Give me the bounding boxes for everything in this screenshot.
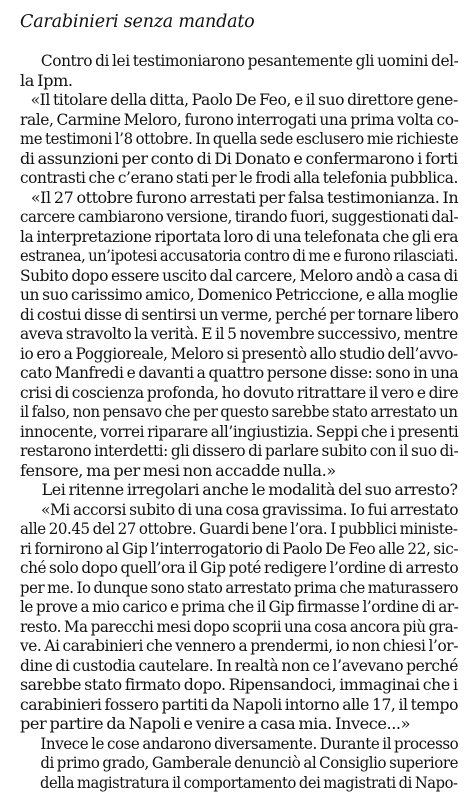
text-line: io ero a Poggioreale, Meloro si presentò allo studio dell’avvo- <box>20 344 435 364</box>
text-line: Contro di lei testimoniarono pesantemente gli uomini del- <box>20 51 436 71</box>
text-line: Subito dopo essere uscito dal carcere, Meloro andò a casa di <box>20 266 438 286</box>
text-line: la interpretazione riportata loro di una telefonata che gli era <box>20 227 440 247</box>
text-line: ve. Ai carabinieri che vennero a prendermi, io non chiesi l’or- <box>20 636 435 656</box>
text-line: Invece le cose andarono diversamente. Durante il processo <box>20 734 426 754</box>
text-line: carabinieri fossero partiti da Napoli intorno alle 17, il tempo <box>20 695 441 715</box>
text-line: estranea, un’ipotesi accusatoria contro di me e furono rilasciati. <box>20 246 415 266</box>
text-line: crisi di coscienza profonda, ho dovuto ritrattare il vero e dire <box>20 383 438 403</box>
text-line: per partire da Napoli e venire a casa mia. Invece...» <box>20 714 458 734</box>
text-line: «Il titolare della ditta, Paolo De Feo, e il suo direttore gene- <box>20 90 441 110</box>
text-line: della magistratura il comportamento dei magistrati di Napo- <box>20 773 417 792</box>
text-line: la Ipm. <box>20 71 458 91</box>
text-line: resto. Ma parecchi mesi dopo scoprii una cosa ancora più gra- <box>20 617 428 637</box>
text-line: dine di custodia cautelare. In realtà non ce l’avevano perché <box>20 656 440 676</box>
text-line: cato Manfredi e davanti a quattro persone disse: sono in una <box>20 363 439 383</box>
text-line: restarono interdetti: gli dissero di parlare subito con il suo di- <box>20 441 433 461</box>
text-line: ri fornirono al Gip l’interrogatorio di Paolo De Feo alle 22, sic- <box>20 539 433 559</box>
text-line: «Mi accorsi subito di una cosa gravissima. Io fui arrestato <box>20 500 438 520</box>
text-line: innocente, vorrei riparare all’ingiustizia. Seppi che i presenti <box>20 422 434 442</box>
text-line: fensore, ma per mesi non accadde nulla.» <box>20 461 458 481</box>
text-line: il falso, non pensavo che per questo sarebbe stato arrestato un <box>20 402 424 422</box>
text-line: contrasti che c’erano stati per le frodi alla telefonia pubblica. <box>20 168 435 188</box>
body-text <box>20 51 458 792</box>
text-line: alle 20.45 del 27 ottobre. Guardi bene l’ora. I pubblici ministe- <box>20 519 426 539</box>
text-line: di assunzioni per conto di Di Donato e confermarono i forti <box>20 149 453 169</box>
text-line: me testimoni l’8 ottobre. In quella sede esclusero mie richieste <box>20 129 423 149</box>
running-head-title: Carabinieri senza mandato <box>20 12 255 32</box>
text-line: ché solo dopo quell’ora il Gip poté redigere l’ordine di arresto <box>20 558 432 578</box>
text-line: per me. Io dunque sono stato arrestato prima che maturassero <box>20 578 423 598</box>
text-line: carcere cambiarono versione, tirando fuori, suggestionati dal- <box>20 207 426 227</box>
text-line: «Il 27 ottobre furono arrestati per falsa testimonianza. In <box>20 188 452 208</box>
text-line: un suo carissimo amico, Domenico Petriccione, e alla moglie <box>20 285 438 305</box>
text-line: rale, Carmine Meloro, furono interrogati una prima volta co- <box>20 110 438 130</box>
text-line: aveva stravolto la verità. E il 5 novembre successivo, mentre <box>20 324 438 344</box>
text-line: di costui disse di sentirsi un verme, perché per tornare libero <box>20 305 435 325</box>
text-line: Lei ritenne irregolari anche le modalità del suo arresto? <box>20 480 450 500</box>
text-line: sarebbe stato firmato dopo. Ripensandoci, immaginai che i <box>20 675 448 695</box>
text-line: le prove a mio carico e prima che il Gip firmasse l’ordine di ar- <box>20 597 431 617</box>
text-line: di primo grado, Gamberale denunciò al Consiglio superiore <box>20 753 425 773</box>
